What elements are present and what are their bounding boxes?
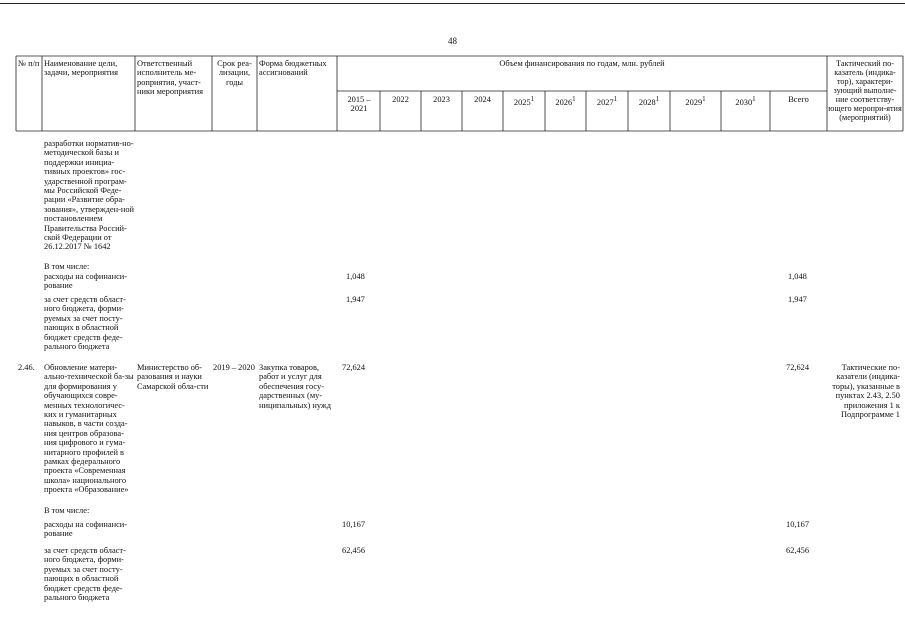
header-year-2029: 2029$^1$ (685, 95, 706, 107)
cofinancing-label-2: расходы на софинанси-рование (44, 520, 128, 539)
header-year-2024: 2024 (474, 95, 491, 104)
page-number: 48 (448, 36, 457, 46)
item-description: Обновление матери-ально-технической ба-зы для формирования у обучающихся совре-менных технологичес-ких и гуманитарных навыков, в части созда-ния центров образова-ния цифрового и гума-нитарного профилей в рамках федерального проекта «Современная школа» национального проекта «Образование» (44, 363, 134, 495)
regional-budget-label-1: за счет средств област-ного бюджета, форми-руемых за счет посту-пающих в областной бюджет средств феде-рального бюджета (44, 295, 126, 352)
item-term: 2019 – 2020 (213, 363, 255, 372)
header-year-2015-2021: 2015 – 2021 (347, 95, 371, 114)
item-2015: 72,624 (342, 363, 366, 372)
header-year-2028: 2028$^1$ (638, 95, 660, 107)
header-year-2030: 2030$^1$ (735, 95, 756, 107)
header-funding: Объем финансирования по годам, млн. рублей (499, 59, 665, 68)
cofinancing-label-1: расходы на софинанси-рование (44, 272, 128, 291)
continued-description: разработки норматив-но-методической базы и поддержки инициа-тивных проектов» гос-ударственной програм-мы Российской Феде-рации «Развитие обра-зования», утвержден-ной постановлением Правительства Россий-ской Федерации от 26.12.2017 № 1642 (44, 139, 135, 252)
header-form: Форма бюджетных ассигнований (259, 59, 327, 78)
cofinancing-2015-1: 1,048 (346, 272, 365, 281)
header-year-2026: 2026$^1$ (555, 95, 576, 107)
regional-budget-2015-2: 62,456 (342, 546, 366, 555)
header-indicator: Тактический по-казатель (индика-тор), характери-зующий выполне-ние соответству-ющего меропри-ятия (мероприятий) (828, 59, 902, 122)
header-term: Срок реа-лизации, годы (217, 59, 252, 87)
regional-budget-label-2: за счет средств област-ного бюджета, форми-руемых за счет посту-пающих в областной бюджет средств феде-рального бюджета (44, 546, 126, 603)
regional-budget-total-1: 1,947 (788, 295, 807, 304)
item-indicator: Тактические по-казатели (индика-торы), указанные в пунктах 2.43, 2.50 приложения 1 к Подпрограмме 1 (832, 363, 900, 420)
header-year-2023: 2023 (433, 95, 450, 104)
regional-budget-total-2: 62,456 (786, 546, 810, 555)
cofinancing-total-1: 1,048 (788, 272, 807, 281)
header-year-2022: 2022 (392, 95, 409, 104)
header-total: Всего (788, 95, 809, 104)
cofinancing-2015-2: 10,167 (342, 520, 366, 529)
header-name: Наименование цели, задачи, мероприятия (44, 59, 118, 78)
cofinancing-total-2: 10,167 (786, 520, 810, 529)
including-label-1: В том числе: (44, 262, 90, 271)
item-number: 2.46. (18, 363, 35, 372)
item-responsible: Министерство об-разования и науки Самарской обла-сти (137, 363, 209, 391)
including-label-2: В том числе: (44, 506, 90, 515)
header-year-2027: 2027$^1$ (596, 95, 618, 107)
item-form: Закупка товаров, работ и услуг для обеспечения госу-дарственных (му-ниципальных) нужд (259, 363, 331, 410)
header-year-2025: 2025$^1$ (513, 95, 535, 107)
header-responsible: Ответственный исполнитель ме-роприятия, участ-ники мероприятия (137, 59, 203, 97)
item-total: 72,624 (786, 363, 810, 372)
regional-budget-2015-1: 1,947 (346, 295, 365, 304)
header-number: № п/п (18, 59, 40, 68)
